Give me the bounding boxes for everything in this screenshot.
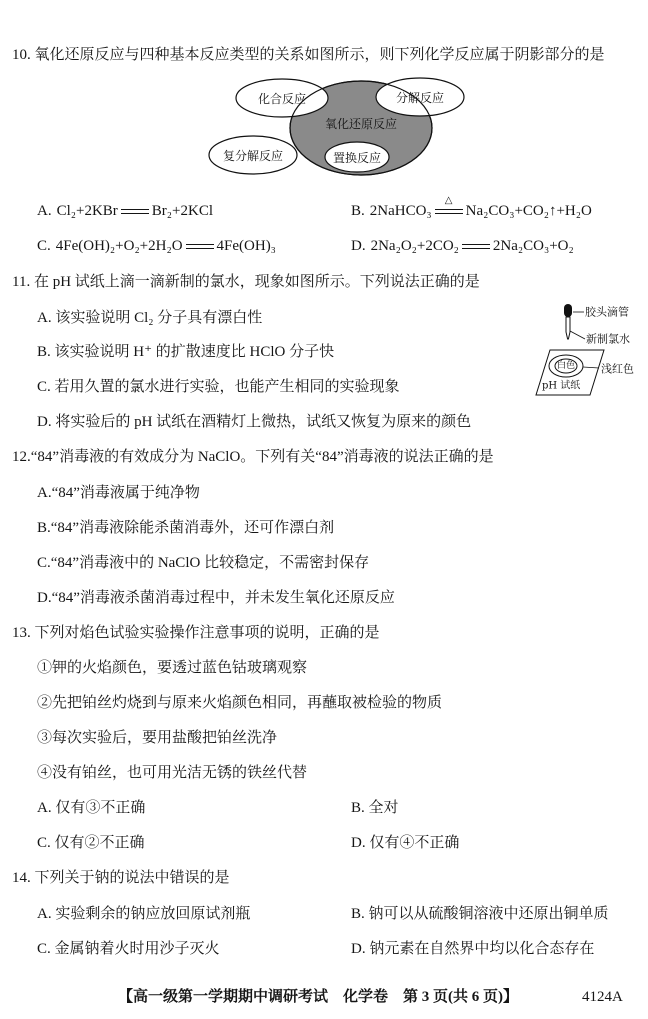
q11-option-b: B. 该实验说明 H⁺ 的扩散速度比 HClO 分子快 [37, 344, 335, 360]
equation-products: 4Fe(OH)₃ [216, 238, 276, 254]
q13-statement-2: ②先把铂丝灼烧到与原来火焰颜色相同，再蘸取被检验的物质 [37, 695, 443, 711]
q14-option-d: D. 钠元素在自然界中均以化合态存在 [351, 941, 595, 957]
q12-stem: 12.“84”消毒液的有效成分为 NaClO。下列有关“84”消毒液的说法正确的是 [12, 449, 494, 465]
displacement-label: 置换反应 [332, 151, 382, 165]
equals-sign [121, 209, 149, 214]
q11-option-a: A. 该实验说明 Cl₂ 分子具有漂白性 [37, 310, 263, 326]
q13-statement-1: ①钾的火焰颜色，要透过蓝色钴玻璃观察 [37, 660, 308, 676]
q12-option-a: A.“84”消毒液属于纯净物 [37, 485, 200, 501]
decomposition-label: 分解反应 [395, 91, 445, 105]
combination-label: 化合反应 [257, 92, 307, 106]
equation-reactants: 2NaHCO₃ [369, 203, 432, 219]
q13-statement-4: ④没有铂丝，也可用光洁无锈的铁丝代替 [37, 765, 308, 781]
equation-products: Na₂CO₃+CO₂↑+H₂O [465, 203, 592, 219]
q12-option-c: C.“84”消毒液中的 NaClO 比较稳定，不需密封保存 [37, 555, 370, 571]
dropper-label: 胶头滴管 [585, 305, 629, 319]
q13-statement-3: ③每次实验后，要用盐酸把铂丝洗净 [37, 730, 278, 746]
q13-option-b: B. 全对 [351, 800, 399, 816]
ph-paper-diagram [528, 300, 643, 400]
reaction-condition: △ [444, 195, 453, 207]
equation-products: Br₂+2KCl [151, 203, 213, 219]
page-footer-code: 4124A [582, 989, 623, 1005]
option-letter: D. [351, 238, 366, 254]
chlorine-water-leader-line [570, 331, 585, 339]
dropper-bulb [564, 304, 572, 317]
equals-sign [462, 244, 490, 249]
reaction-types-diagram [200, 74, 470, 186]
chlorine-water-label: 新制氯水 [586, 332, 630, 346]
q10-option-d [351, 236, 574, 256]
white-center-label: 白色 [556, 361, 576, 371]
q10-option-b [351, 195, 592, 221]
dropper-tube [566, 317, 570, 339]
q10-option-c [37, 236, 276, 256]
light-red-leader-line [583, 367, 599, 368]
option-letter: C. [37, 238, 51, 254]
q11-option-d: D. 将实验后的 pH 试纸在酒精灯上微热，试纸又恢复为原来的颜色 [37, 414, 472, 430]
equals-sign [186, 244, 214, 249]
q10-option-a [37, 201, 213, 221]
q11-option-c: C. 若用久置的氯水进行实验，也能产生相同的实验现象 [37, 379, 400, 395]
equation-reactants: 4Fe(OH)₂+O₂+2H₂O [55, 238, 183, 254]
q13-stem: 13. 下列对焰色试验实验操作注意事项的说明，正确的是 [12, 625, 380, 641]
q14-option-a: A. 实验剩余的钠应放回原试剂瓶 [37, 906, 251, 922]
q14-stem: 14. 下列关于钠的说法中错误的是 [12, 870, 230, 886]
redox-label: 氧化还原反应 [324, 117, 398, 131]
q13-option-a: A. 仅有③不正确 [37, 800, 146, 816]
ph-paper-label: pH 试纸 [542, 380, 581, 392]
option-letter: B. [351, 203, 365, 219]
equation-products: 2Na₂CO₃+O₂ [492, 238, 574, 254]
q11-stem: 11. 在 pH 试纸上滴一滴新制的氯水，现象如图所示。下列说法正确的是 [12, 274, 480, 290]
q14-option-c: C. 金属钠着火时用沙子灭火 [37, 941, 220, 957]
page-footer-title: 【高一级第一学期期中调研考试 化学卷 第 3 页(共 6 页)】 [118, 989, 518, 1005]
q10-stem: 10. 氧化还原反应与四种基本反应类型的关系如图所示，则下列化学反应属于阴影部分的是 [12, 47, 605, 63]
option-letter: A. [37, 203, 52, 219]
double-decomposition-label: 复分解反应 [222, 149, 284, 163]
equation-reactants: Cl₂+2KBr [56, 203, 118, 219]
light-red-label: 浅红色 [601, 362, 634, 376]
equals-sign [435, 195, 463, 214]
q12-option-b: B.“84”消毒液除能杀菌消毒外，还可作漂白剂 [37, 520, 335, 536]
q14-option-b: B. 钠可以从硫酸铜溶液中还原出铜单质 [351, 906, 609, 922]
q13-option-d: D. 仅有④不正确 [351, 835, 460, 851]
equation-reactants: 2Na₂O₂+2CO₂ [370, 238, 459, 254]
q13-option-c: C. 仅有②不正确 [37, 835, 145, 851]
q12-option-d: D.“84”消毒液杀菌消毒过程中，并未发生氧化还原反应 [37, 590, 395, 606]
